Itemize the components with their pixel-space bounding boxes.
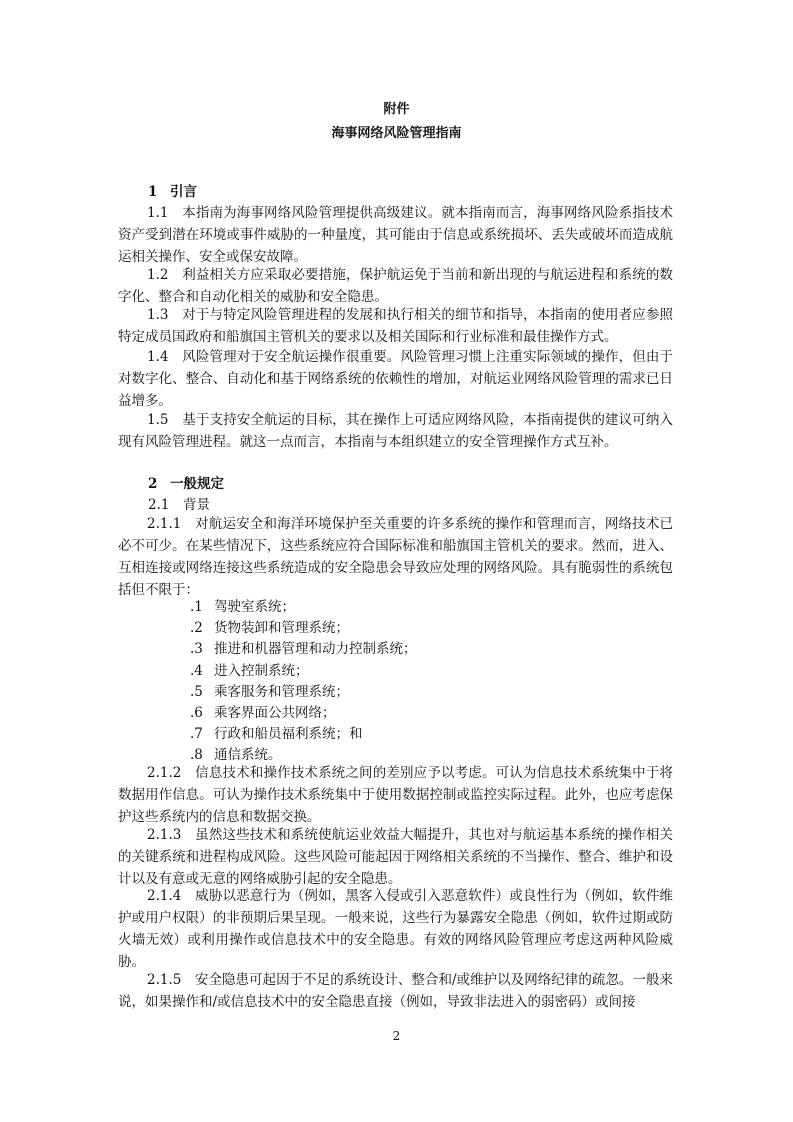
section-title: 一般规定 xyxy=(170,476,224,492)
vulnerable-systems-list xyxy=(190,597,417,767)
attachment-label: 附件 xyxy=(383,102,410,117)
section-number: 2 xyxy=(148,476,158,492)
paragraph-1-5: 1.5 基于支持安全航运的目标，其在操作上可适应网络风险，本指南提供的建议可纳入现有风险管理进程。就这一点而言，本指南与本组织建立的安全管理操作方式互补。 xyxy=(118,412,673,450)
section-1-heading xyxy=(148,180,197,200)
paragraph-2-1-2: 2.1.2 信息技术和操作技术系统之间的差别应予以考虑。可认为信息技术系统集中于将数据用作信息。可认为操作技术系统集中于使用数据控制或监控实际过程。此外，也应考虑保护这些系统内的信息和数据交换。 xyxy=(118,765,673,825)
paragraph-2-1-3: 2.1.3 虽然这些技术和系统使航运业效益大幅提升，其也对与航运基本系统的操作相关的关键系统和进程构成风险。这些风险可能起因于网络相关系统的不当操作、整合、维护和设计以及有意或无意的网络威胁引起的安全隐患。 xyxy=(118,827,673,887)
list-item: .4 进入控制系统； xyxy=(190,662,309,679)
paragraph-1-3: 1.3 对于与特定风险管理进程的发展和执行相关的细节和指导，本指南的使用者应参照特定成员国政府和船旗国主管机关的要求以及相关国际和行业标准和最佳操作方式。 xyxy=(118,307,673,345)
list-item: .8 通信系统。 xyxy=(190,747,282,764)
document-title: 海事网络风险管理指南 xyxy=(331,126,462,141)
section-title: 引言 xyxy=(170,184,197,200)
section-2-heading xyxy=(148,472,224,492)
list-item: .1 驾驶室系统； xyxy=(190,599,295,615)
list-item: .7 行政和船员福利系统；和 xyxy=(190,726,363,743)
paragraph-2-1-1: 2.1.1 对航运安全和海洋环境保护至关重要的许多系统的操作和管理而言，网络技术已必不可少。在某些情况下，这些系统应符合国际标准和船旗国主管机关的要求。然而，进入、互相连接或网络连接这些系统造成的安全隐患会导致应处理的网络风险。具有脆弱性的系统包括但不限于： xyxy=(118,516,673,598)
list-item: .3 推进和机器管理和动力控制系统； xyxy=(190,641,417,658)
page-number: 2 xyxy=(392,1029,401,1043)
list-item: .2 货物装卸和管理系统； xyxy=(190,620,349,637)
paragraph-1-1: 1.1 本指南为海事网络风险管理提供高级建议。就本指南而言，海事网络风险系指技术资产受到潜在环境或事件威胁的一种量度，其可能由于信息或系统损坏、丢失或破坏而造成航运相关操作、安全或保安故障。 xyxy=(118,205,673,265)
paragraph-1-2: 1.2 利益相关方应采取必要措施，保护航运免于当前和新出现的与航运进程和系统的数字化、整合和自动化相关的威胁和安全隐患。 xyxy=(118,267,673,305)
paragraph-1-4: 1.4 风险管理对于安全航运操作很重要。风险管理习惯上注重实际领域的操作，但由于对数字化、整合、自动化和基于网络系统的依赖性的增加，对航运业网络风险管理的需求已日益增多。 xyxy=(118,349,673,409)
paragraph-2-1-5: 2.1.5 安全隐患可起因于不足的系统设计、整合和/或维护以及网络纪律的疏忽。一般来说，如果操作和/或信息技术中的安全隐患直接（例如，导致非法进入的弱密码）或间接 xyxy=(118,972,673,1010)
list-item: .6 乘客界面公共网络； xyxy=(190,704,336,721)
paragraph-2-1-4: 2.1.4 威胁以恶意行为（例如，黑客入侵或引入恶意软件）或良性行为（例如，软件维护或用户权限）的非预期后果呈现。一般来说，这些行为暴露安全隐患（例如，软件过期或防火墙无效）或利用操作或信息技术中的安全隐患。有效的网络风险管理应考虑这两种风险威胁。 xyxy=(118,888,673,970)
list-item: .5 乘客服务和管理系统； xyxy=(190,683,349,700)
subsection-2-1-heading: 2.1 背景 xyxy=(148,497,210,513)
section-number: 1 xyxy=(148,184,158,200)
